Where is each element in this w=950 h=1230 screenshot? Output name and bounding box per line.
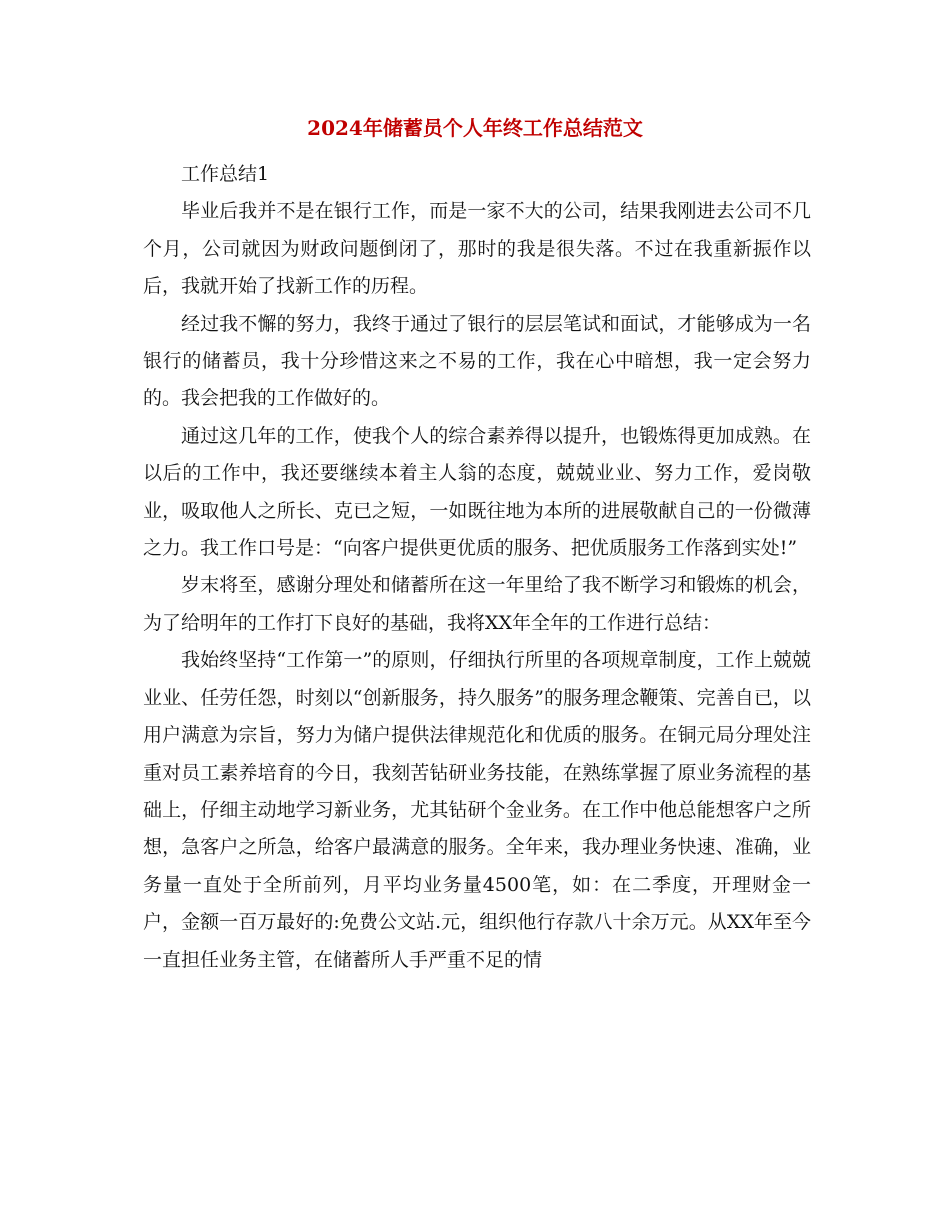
document-title: 2024年储蓄员个人年终工作总结范文	[307, 116, 643, 140]
section-heading: 工作总结1	[181, 163, 270, 185]
paragraph: 通过这几年的工作，使我个人的综合素养得以提升，也锻炼得更加成熟。在以后的工作中，我还要继续本着主人翁的态度，兢兢业业、努力工作，爱岗敬业，吸取他人之所长、克已之短，一如既往地为本所的进展敬献自己的一份微薄之力。我工作口号是：“向客户提供更优质的服务、把优质服务工作落到实处!”	[143, 424, 811, 560]
paragraph: 我始终坚持“工作第一”的原则，仔细执行所里的各项规章制度，工作上兢兢业业、任劳任怨，时刻以“创新服务，持久服务”的服务理念鞭策、完善自已，以用户满意为宗旨，努力为储户提供法律规范化和优质的服务。在铜元局分理处注重对员工素养培育的今日，我刻苦钻研业务技能，在熟练掌握了原业务流程的基础上，仔细主动地学习新业务，尤其钻研个金业务。在工作中他总能想客户之所想，急客户之所急，给客户最满意的服务。全年来，我办理业务快速、准确，业务量一直处于全所前列，月平均业务量4500笔，如：在二季度，开理财金一户，金额一百万最好的:免费公文站.元，组织他行存款八十余万元。从XX年至今一直担任业务主管，在储蓄所人手严重不足的情	[143, 649, 811, 971]
document-body	[143, 156, 811, 979]
paragraph: 经过我不懈的努力，我终于通过了银行的层层笔试和面试，才能够成为一名银行的储蓄员，我十分珍惜这来之不易的工作，我在心中暗想，我一定会努力的。我会把我的工作做好的。	[143, 312, 811, 410]
paragraph: 岁末将至，感谢分理处和储蓄所在这一年里给了我不断学习和锻炼的机会，为了给明年的工作打下良好的基础，我将XX年全年的工作进行总结：	[143, 574, 811, 634]
paragraph: 毕业后我并不是在银行工作，而是一家不大的公司，结果我刚进去公司不几个月，公司就因为财政问题倒闭了，那时的我是很失落。不过在我重新振作以后，我就开始了找新工作的历程。	[143, 200, 811, 298]
